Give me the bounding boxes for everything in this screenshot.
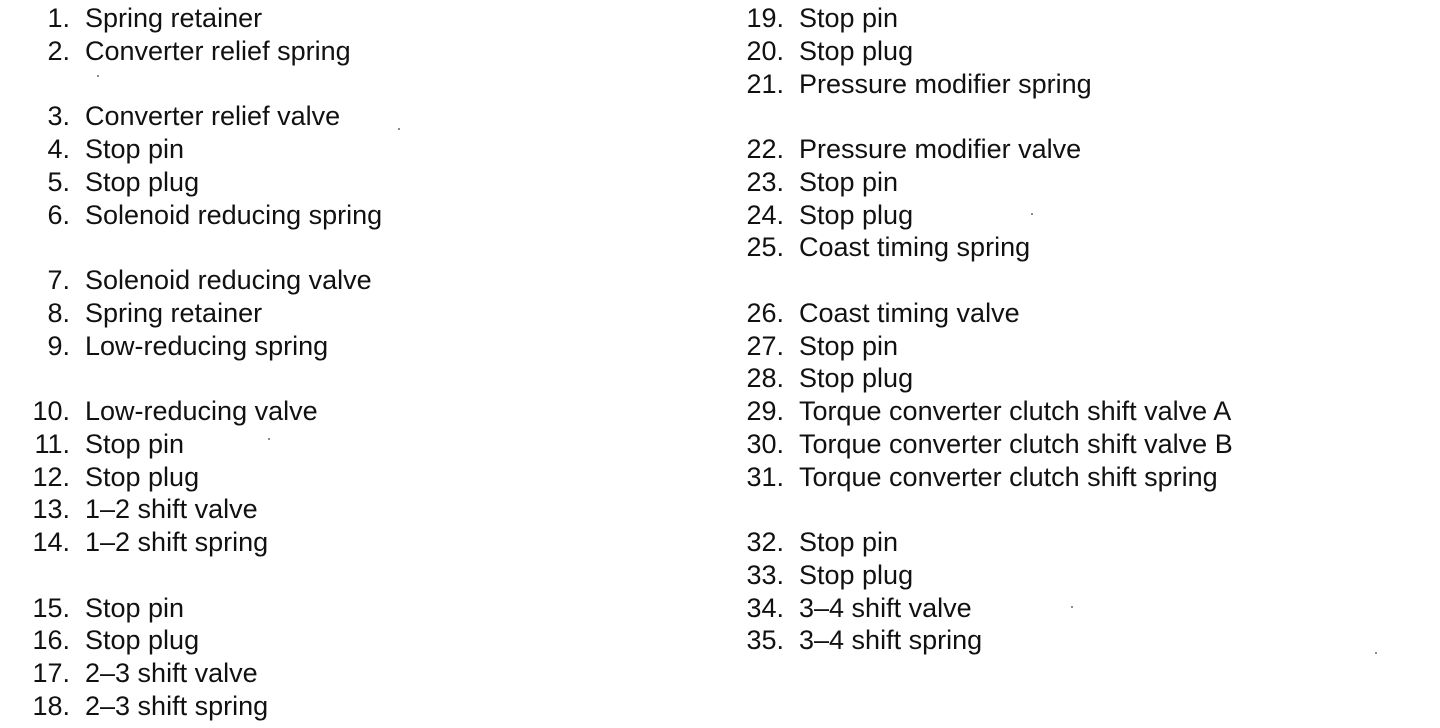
legend-item — [14, 166, 382, 199]
legend-item-label: Solenoid reducing valve — [85, 265, 372, 295]
legend-item — [724, 297, 1233, 330]
legend-item — [724, 461, 1233, 494]
legend-item-label: Stop plug — [799, 35, 914, 66]
legend-item — [724, 428, 1233, 461]
legend-item-label: Stop plug — [85, 625, 200, 656]
legend-item-number: 28. — [746, 363, 784, 394]
legend-column-right — [724, 2, 1233, 657]
legend-item — [14, 297, 382, 330]
legend-item-label: Stop pin — [85, 592, 185, 623]
legend-item — [14, 264, 382, 297]
legend-item-number: 21. — [746, 68, 784, 99]
legend-item — [14, 592, 382, 625]
legend-item-label: 2–3 shift spring — [85, 690, 269, 721]
legend-spacer — [14, 559, 382, 592]
legend-item-number: 9. — [47, 330, 70, 361]
legend-item — [724, 330, 1233, 363]
legend-item-number: 23. — [746, 166, 784, 197]
legend-item-label: 2–3 shift valve — [85, 658, 258, 688]
legend-column-left — [14, 2, 382, 723]
legend-item-label: Solenoid reducing spring — [85, 199, 383, 230]
legend-item-number: 3. — [47, 101, 70, 132]
legend-item-label: Stop plug — [85, 461, 200, 492]
legend-item-number: 26. — [746, 297, 784, 328]
legend-item-label: Stop plug — [799, 363, 914, 394]
legend-item-label: Stop plug — [799, 199, 914, 230]
legend-item — [14, 2, 382, 35]
legend-item-label: Coast timing spring — [799, 232, 1031, 263]
legend-item — [724, 559, 1233, 592]
legend-item-label: Pressure modifier valve — [799, 134, 1082, 164]
legend-item-number: 31. — [746, 461, 784, 492]
legend-item-label: 1–2 shift valve — [85, 494, 258, 525]
legend-item — [724, 231, 1233, 264]
legend-item-label: Stop pin — [799, 527, 899, 557]
legend-item — [724, 166, 1233, 199]
legend-item-label: 1–2 shift spring — [85, 527, 269, 557]
legend-item — [14, 690, 382, 723]
legend-item-label: Torque converter clutch shift valve B — [799, 428, 1233, 459]
legend-item-number: 22. — [746, 134, 784, 164]
legend-item-number: 15. — [32, 592, 70, 623]
legend-item-number: 20. — [746, 35, 784, 66]
legend-item-label: Stop pin — [85, 428, 185, 459]
legend-item — [14, 657, 382, 690]
legend-item — [724, 526, 1233, 559]
legend-item-number: 27. — [746, 330, 784, 361]
legend-item — [724, 395, 1233, 428]
legend-item-label: Stop plug — [799, 559, 914, 590]
legend-item-label: Low-reducing valve — [85, 396, 318, 426]
legend-item — [14, 35, 382, 68]
legend-item — [724, 133, 1233, 166]
legend-item-label: Stop pin — [799, 166, 899, 197]
legend-item-label: Spring retainer — [85, 3, 263, 33]
scan-speck — [268, 438, 270, 440]
legend-item — [14, 428, 382, 461]
legend-item-label: Stop pin — [799, 330, 899, 361]
legend-item-number: 18. — [32, 690, 70, 721]
legend-spacer — [724, 493, 1233, 526]
legend-item-number: 30. — [746, 428, 784, 459]
legend-item-number: 35. — [746, 625, 784, 656]
legend-item — [724, 199, 1233, 232]
legend-item — [14, 493, 382, 526]
legend-item-number: 33. — [746, 559, 784, 590]
legend-item-number: 5. — [47, 166, 70, 197]
legend-item-number: 25. — [746, 232, 784, 263]
legend-item — [14, 133, 382, 166]
legend-spacer — [724, 100, 1233, 133]
legend-item-label: Converter relief valve — [85, 101, 341, 132]
scan-speck — [1071, 606, 1073, 608]
legend-item-number: 2. — [47, 35, 70, 66]
legend-item-number: 1. — [47, 3, 70, 33]
legend-item — [724, 68, 1233, 101]
legend-item-number: 32. — [746, 527, 784, 557]
legend-item — [724, 362, 1233, 395]
legend-item-label: Spring retainer — [85, 297, 263, 328]
legend-item — [14, 461, 382, 494]
legend-item-number: 29. — [746, 396, 784, 426]
legend-item-number: 19. — [746, 3, 784, 33]
legend-spacer — [14, 362, 382, 395]
legend-item-number: 24. — [746, 199, 784, 230]
legend-item — [724, 2, 1233, 35]
legend-item-number: 6. — [47, 199, 70, 230]
legend-item-label: Stop pin — [799, 3, 899, 33]
legend-item — [724, 592, 1233, 625]
legend-item-label: 3–4 shift valve — [799, 592, 972, 623]
legend-item — [14, 199, 382, 232]
legend-spacer — [14, 68, 382, 101]
scan-speck — [1375, 652, 1377, 654]
legend-item — [14, 624, 382, 657]
legend-item-label: Coast timing valve — [799, 297, 1020, 328]
legend-item — [14, 395, 382, 428]
legend-spacer — [14, 231, 382, 264]
legend-item-number: 11. — [34, 428, 70, 459]
legend-item-number: 16. — [32, 625, 70, 656]
legend-item-number: 17. — [32, 658, 70, 688]
legend-item-label: Torque converter clutch shift spring — [799, 461, 1218, 492]
legend-item-label: Pressure modifier spring — [799, 68, 1092, 99]
scan-speck — [398, 128, 400, 130]
legend-item-label: Stop plug — [85, 166, 200, 197]
legend-item — [14, 526, 382, 559]
legend-item-number: 7. — [47, 265, 70, 295]
legend-item — [724, 624, 1233, 657]
legend-item-label: Torque converter clutch shift valve A — [799, 396, 1232, 426]
legend-item — [14, 100, 382, 133]
legend-item-label: Converter relief spring — [85, 35, 351, 66]
legend-item-number: 10. — [32, 396, 70, 426]
legend-spacer — [724, 264, 1233, 297]
scan-speck — [97, 75, 99, 77]
legend-item-label: 3–4 shift spring — [799, 625, 983, 656]
legend-item-number: 14. — [32, 527, 70, 557]
legend-item — [14, 330, 382, 363]
legend-item-number: 4. — [47, 134, 70, 164]
legend-item-number: 8. — [47, 297, 70, 328]
legend-item-number: 12. — [32, 461, 70, 492]
scan-speck — [1031, 213, 1033, 215]
legend-item-label: Stop pin — [85, 134, 185, 164]
legend-item-label: Low-reducing spring — [85, 330, 329, 361]
legend-item-number: 34. — [746, 592, 784, 623]
legend-item-number: 13. — [32, 494, 70, 525]
legend-item — [724, 35, 1233, 68]
